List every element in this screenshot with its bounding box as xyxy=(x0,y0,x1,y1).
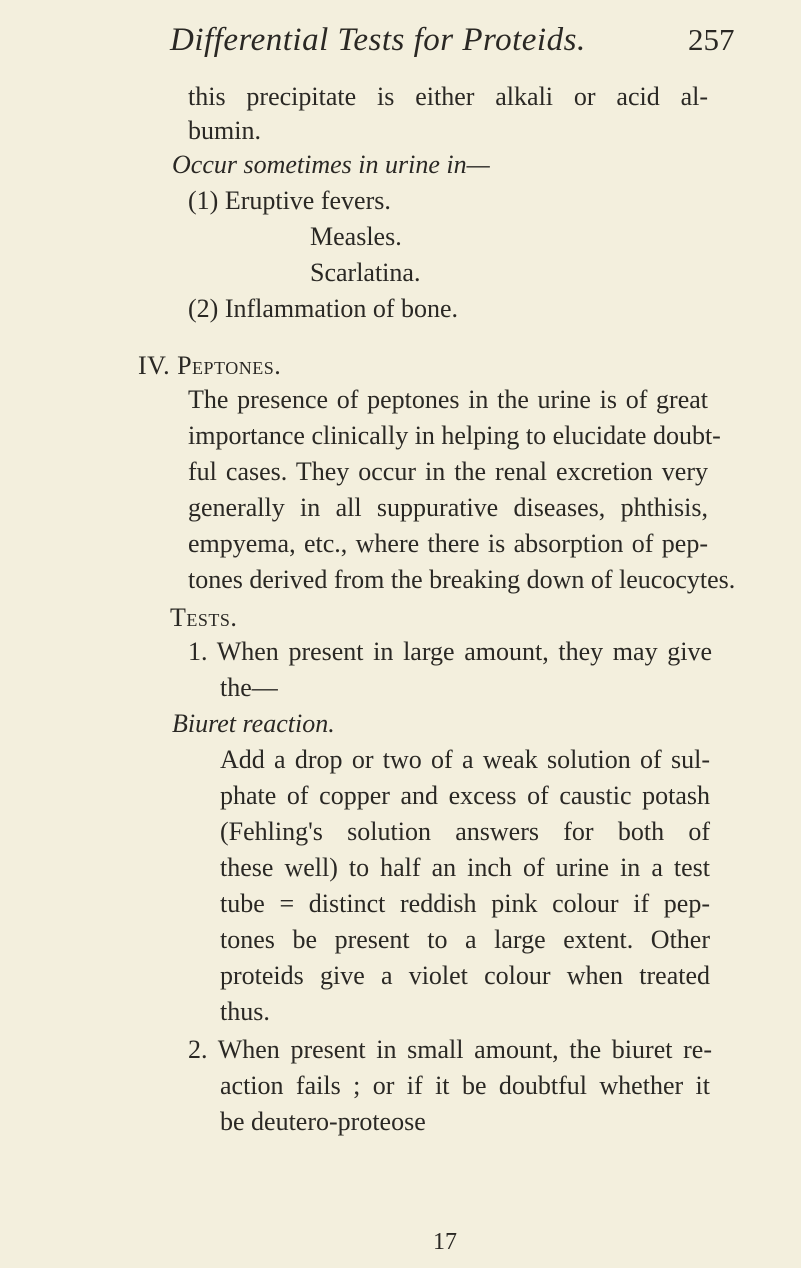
text-line: (2) Inflammation of bone. xyxy=(188,294,459,323)
text-line: tube = distinct reddish pink colour if pep- xyxy=(220,889,710,918)
text-line: proteids give a violet colour when treated xyxy=(220,961,710,990)
text-line: (1) Eruptive fevers. xyxy=(188,186,391,215)
section-heading: IV. Peptones. xyxy=(138,351,282,380)
text-line: Biuret reaction. xyxy=(172,709,335,738)
text-line: 2. When present in small amount, the biuret re- xyxy=(188,1035,712,1064)
text-line: these well) to half an inch of urine in a test xyxy=(220,853,710,882)
text-line: phate of copper and excess of caustic potash xyxy=(220,781,710,810)
text-line: Occur sometimes in urine in— xyxy=(172,150,490,179)
text-line: The presence of peptones in the urine is of great xyxy=(188,385,708,414)
text-line: Scarlatina. xyxy=(310,258,421,287)
text-line: generally in all suppurative diseases, phthisis, xyxy=(188,493,708,522)
text-line: (Fehling's solution answers for both of xyxy=(220,817,710,846)
text-line: this precipitate is either alkali or acid al- xyxy=(188,82,708,111)
text-line: importance clinically in helping to elucidate doubt- xyxy=(188,421,721,450)
text-line: Measles. xyxy=(310,222,402,251)
text-line: be deutero-proteose xyxy=(220,1107,426,1136)
text-line: ful cases. They occur in the renal excretion very xyxy=(188,457,708,486)
text-line: action fails ; or if it be doubtful whether it xyxy=(220,1071,710,1100)
signature-mark: 17 xyxy=(433,1229,457,1255)
text-line: thus. xyxy=(220,997,270,1026)
text-line: empyema, etc., where there is absorption of pep- xyxy=(188,529,708,558)
text-line: the— xyxy=(220,673,278,702)
page-number: 257 xyxy=(688,22,735,57)
text-line: bumin. xyxy=(188,116,261,145)
text-line: Add a drop or two of a weak solution of sul- xyxy=(220,745,710,774)
text-line: 1. When present in large amount, they may give xyxy=(188,637,712,666)
subheading-tests: Tests. xyxy=(170,603,238,632)
text-line: tones be present to a large extent. Other xyxy=(220,925,710,954)
text-line: tones derived from the breaking down of leucocytes. xyxy=(188,565,736,594)
running-header-title: Differential Tests for Proteids. xyxy=(170,22,586,58)
